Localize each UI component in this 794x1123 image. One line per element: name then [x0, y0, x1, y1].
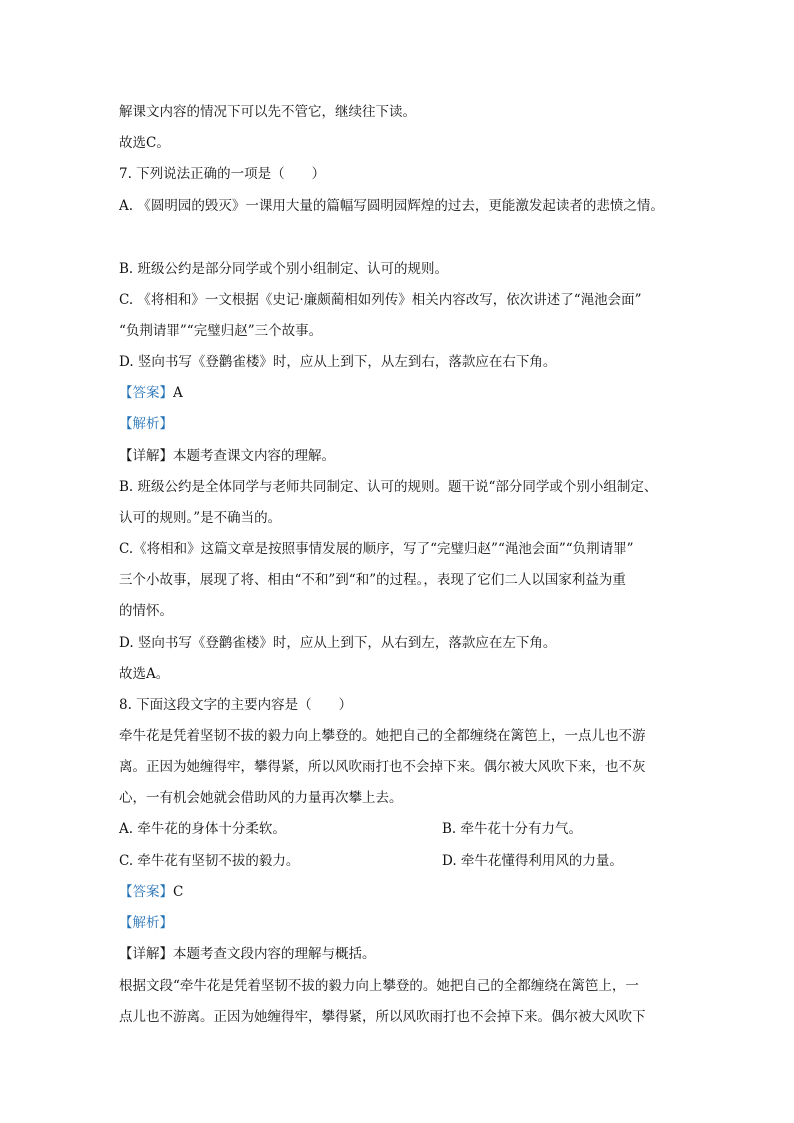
- passage-line: 离。正因为她缠得牢，攀得紧，所以风吹雨打也不会掉下来。偶尔被大风吹下来，也不灰: [119, 759, 646, 775]
- analysis-tag-line: [119, 414, 679, 434]
- answer-value: C: [173, 884, 184, 900]
- answer-value: A: [173, 385, 183, 401]
- question-7-option-b: B. 班级公约是部分同学或个别小组制定、认可的规则。: [119, 261, 449, 277]
- detail-line-q8: [119, 944, 679, 964]
- question-8-option-d: D. 牵牛花懂得利用风的力量。: [442, 853, 623, 869]
- question-8-option-c: C. 牵牛花有坚韧不拔的毅力。: [119, 853, 300, 869]
- question-8-option-a: A. 牵牛花的身体十分柔软。: [119, 821, 286, 837]
- passage-line: 心，一有机会她就会借助风的力量再次攀上去。: [119, 790, 403, 806]
- analysis-tag-line: [119, 913, 679, 933]
- question-7-option-c: C. 《将相和》一文根据《史记·廉颇蔺相如列传》相关内容改写，依次讲述了“渑池会面”: [119, 292, 642, 308]
- text-line: 故选C。: [119, 135, 170, 151]
- question-7-option-d: D. 竖向书写《登鹳雀楼》时，应从上到下，从左到右，落款应在右下角。: [119, 354, 557, 370]
- explanation-line: B. 班级公约是全体同学与老师共同制定、认可的规则。题干说“部分同学或个别小组制定、: [119, 479, 658, 495]
- analysis-tag: 【解析】: [119, 915, 173, 931]
- explanation-line: 点儿也不游离。正因为她缠得牢，攀得紧，所以风吹雨打也不会掉下来。偶尔被大风吹下: [119, 1009, 646, 1025]
- question-7-option-c-cont: “负荆请罪”“完璧归赵”三个故事。: [119, 323, 323, 339]
- explanation-line: 认可的规则。”是不确当的。: [119, 510, 282, 526]
- answer-tag: 【答案】: [119, 884, 173, 900]
- explanation-line: D. 竖向书写《登鹳雀楼》时，应从上到下，从右到左，落款应在左下角。: [119, 635, 557, 651]
- detail-text: 本题考查课文内容的理解。: [173, 448, 335, 464]
- detail-tag: 【详解】: [119, 946, 173, 962]
- answer-tag: 【答案】: [119, 385, 173, 401]
- passage-line: 牵牛花是凭着坚韧不拔的毅力向上攀登的。她把自己的全都缠绕在篱笆上，一点儿也不游: [119, 728, 646, 744]
- analysis-tag: 【解析】: [119, 416, 173, 432]
- detail-tag: 【详解】: [119, 448, 173, 464]
- question-8-stem: 8. 下面这段文字的主要内容是（ ）: [119, 697, 353, 713]
- conclusion-line: 故选A。: [119, 666, 170, 682]
- explanation-line: 根据文段“牵牛花是凭着坚韧不拔的毅力向上攀登的。她把自己的全都缠绕在篱笆上，一: [119, 978, 639, 994]
- detail-text: 本题考查文段内容的理解与概括。: [173, 946, 376, 962]
- question-8-option-b: B. 牵牛花十分有力气。: [442, 821, 583, 837]
- text-line: 解课文内容的情况下可以先不管它，继续往下读。: [119, 104, 416, 120]
- explanation-line: C.《将相和》这篇文章是按照事情发展的顺序，写了“完璧归赵”“渑池会面”“负荆请罪”: [119, 541, 634, 557]
- answer-line-q8: [119, 882, 679, 902]
- explanation-line: 的情怀。: [119, 603, 173, 619]
- answer-line-q7: [119, 383, 679, 403]
- question-7-option-a: A. 《圆明园的毁灭》一课用大量的篇幅写圆明园辉煌的过去，更能激发起读者的悲愤之情。: [119, 198, 664, 214]
- question-7-stem: 7. 下列说法正确的一项是（ ）: [119, 166, 326, 182]
- detail-line-q7: [119, 446, 679, 466]
- explanation-line: 三个小故事，展现了将、相由“不和”到“和”的过程。，表现了它们二人以国家利益为重: [119, 572, 626, 588]
